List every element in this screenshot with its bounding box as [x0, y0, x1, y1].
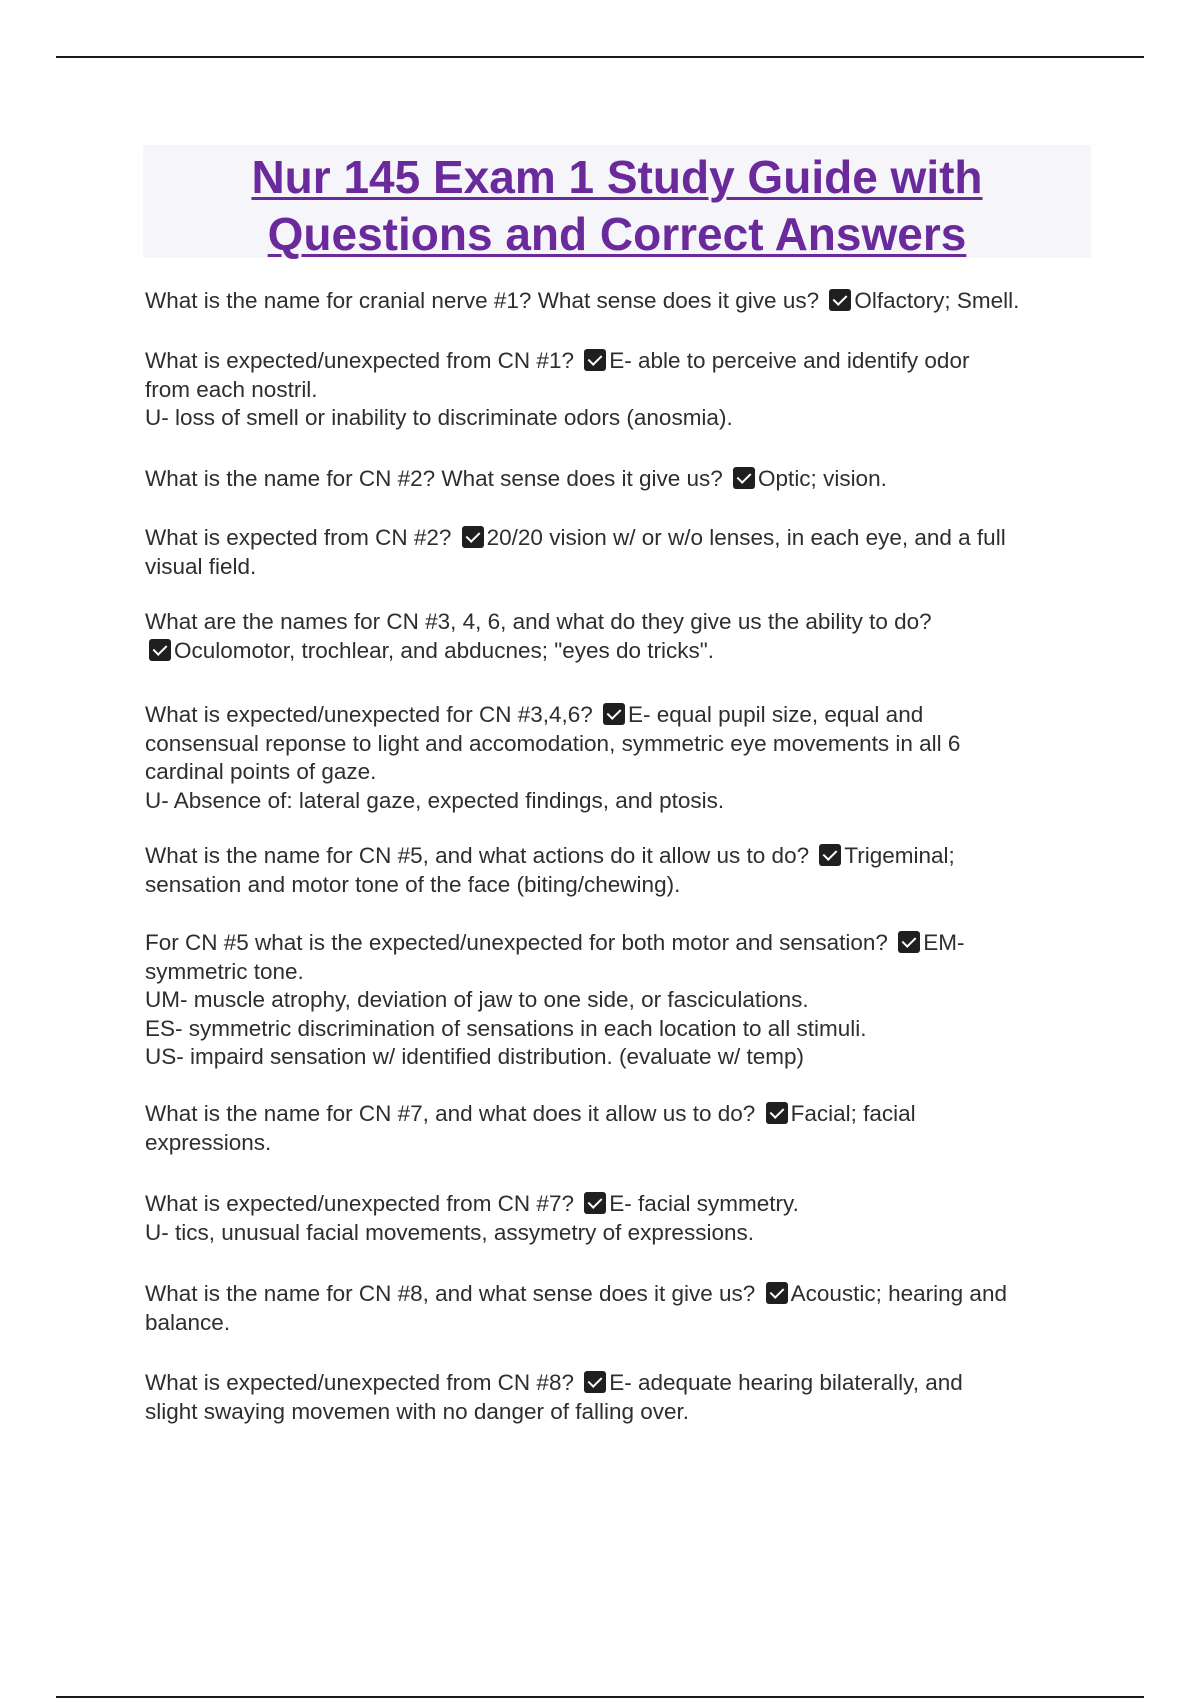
title-line-1: Nur 145 Exam 1 Study Guide with	[251, 151, 983, 203]
check-box-icon	[584, 1371, 606, 1393]
answer-text: Optic; vision.	[758, 466, 887, 491]
answer-text: Facial; facial	[790, 1101, 916, 1126]
document-title	[143, 145, 1091, 263]
question-text: What is the name for CN #2? What sense does it give us?	[145, 466, 730, 491]
qa-item	[145, 608, 1105, 665]
answer-text: E- adequate hearing bilaterally, and	[609, 1370, 963, 1395]
check-box-icon	[766, 1102, 788, 1124]
check-box-icon	[584, 1192, 606, 1214]
qa-line: visual field.	[145, 553, 257, 579]
qa-item	[145, 1369, 1105, 1426]
qa-item	[145, 1280, 1105, 1337]
qa-line: US- impaird sensation w/ identified distribution. (evaluate w/ temp)	[145, 1044, 805, 1069]
question-text: For CN #5 what is the expected/unexpected for both motor and sensation?	[145, 930, 895, 955]
check-box-icon	[603, 703, 625, 725]
answer-text: Olfactory; Smell.	[854, 288, 1020, 313]
qa-line: from each nostril.	[145, 376, 318, 402]
check-box-icon	[149, 639, 171, 661]
check-box-icon	[584, 349, 606, 371]
qa-line	[145, 842, 1105, 871]
qa-line: consensual reponse to light and accomodation, symmetric eye movements in all 6	[145, 730, 961, 756]
qa-item	[145, 1100, 1105, 1157]
qa-line: sensation and motor tone of the face (biting/chewing).	[145, 871, 681, 897]
answer-text: E- able to perceive and identify odor	[609, 348, 970, 373]
qa-item	[145, 929, 1105, 1072]
qa-line: What are the names for CN #3, 4, 6, and what do they give us the ability to do?	[145, 609, 932, 634]
question-text: What is the name for CN #8, and what sense does it give us?	[145, 1281, 762, 1306]
qa-line	[145, 1100, 1105, 1129]
question-text: What is expected/unexpected from CN #7?	[145, 1191, 581, 1216]
question-text: What is the name for cranial nerve #1? What sense does it give us?	[145, 288, 826, 313]
answer-text: EM-	[923, 930, 965, 955]
title-banner	[143, 145, 1091, 258]
answer-text: 20/20 vision w/ or w/o lenses, in each eye, and a full	[486, 525, 1006, 550]
qa-line: U- tics, unusual facial movements, assymetry of expressions.	[145, 1219, 754, 1245]
qa-line	[145, 637, 1105, 666]
qa-line: cardinal points of gaze.	[145, 759, 377, 784]
qa-item	[145, 347, 1105, 433]
qa-line	[145, 929, 1105, 958]
question-text: What is expected/unexpected from CN #1?	[145, 348, 581, 373]
qa-line: U- loss of smell or inability to discriminate odors (anosmia).	[145, 405, 733, 430]
answer-text: E- equal pupil size, equal and	[628, 702, 924, 727]
qa-item	[145, 465, 1105, 494]
check-box-icon	[733, 467, 755, 489]
question-text: What is the name for CN #5, and what actions do it allow us to do?	[145, 843, 816, 868]
qa-line: ES- symmetric discrimination of sensations in each location to all stimuli.	[145, 1015, 867, 1041]
qa-line: expressions.	[145, 1129, 272, 1155]
title-line-2: Questions and Correct Answers	[267, 208, 967, 260]
answer-text: Acoustic; hearing and	[790, 1281, 1007, 1306]
question-text: What is the name for CN #7, and what does it allow us to do?	[145, 1101, 762, 1126]
check-box-icon	[819, 844, 841, 866]
qa-line	[145, 465, 1105, 494]
qa-line	[145, 1280, 1105, 1309]
qa-line: balance.	[145, 1309, 231, 1335]
answer-text: Oculomotor, trochlear, and abducnes; "eyes do tricks".	[174, 637, 714, 663]
question-text: What is expected/unexpected from CN #8?	[145, 1370, 581, 1395]
check-box-icon	[829, 289, 851, 311]
top-divider	[56, 56, 1144, 58]
answer-text: E- facial symmetry.	[609, 1191, 799, 1216]
question-text: What is expected/unexpected for CN #3,4,6?	[145, 702, 600, 727]
qa-line	[145, 1190, 1105, 1219]
question-text: What is expected from CN #2?	[145, 525, 458, 550]
check-box-icon	[462, 526, 484, 548]
qa-line	[145, 701, 1105, 730]
qa-item	[145, 701, 1105, 815]
check-box-icon	[898, 931, 920, 953]
qa-line: slight swaying movemen with no danger of falling over.	[145, 1398, 690, 1424]
qa-line	[145, 347, 1105, 376]
qa-item	[145, 524, 1105, 581]
qa-item	[145, 1190, 1105, 1247]
qa-item	[145, 842, 1105, 899]
answer-text: Trigeminal;	[844, 843, 955, 868]
qa-line: UM- muscle atrophy, deviation of jaw to one side, or fasciculations.	[145, 987, 809, 1012]
qa-line	[145, 1369, 1105, 1398]
qa-line: U- Absence of: lateral gaze, expected findings, and ptosis.	[145, 787, 725, 813]
check-box-icon	[766, 1282, 788, 1304]
bottom-divider	[56, 1696, 1144, 1698]
qa-line	[145, 287, 1105, 316]
qa-line	[145, 524, 1105, 553]
qa-item	[145, 287, 1105, 316]
qa-line: symmetric tone.	[145, 958, 304, 984]
